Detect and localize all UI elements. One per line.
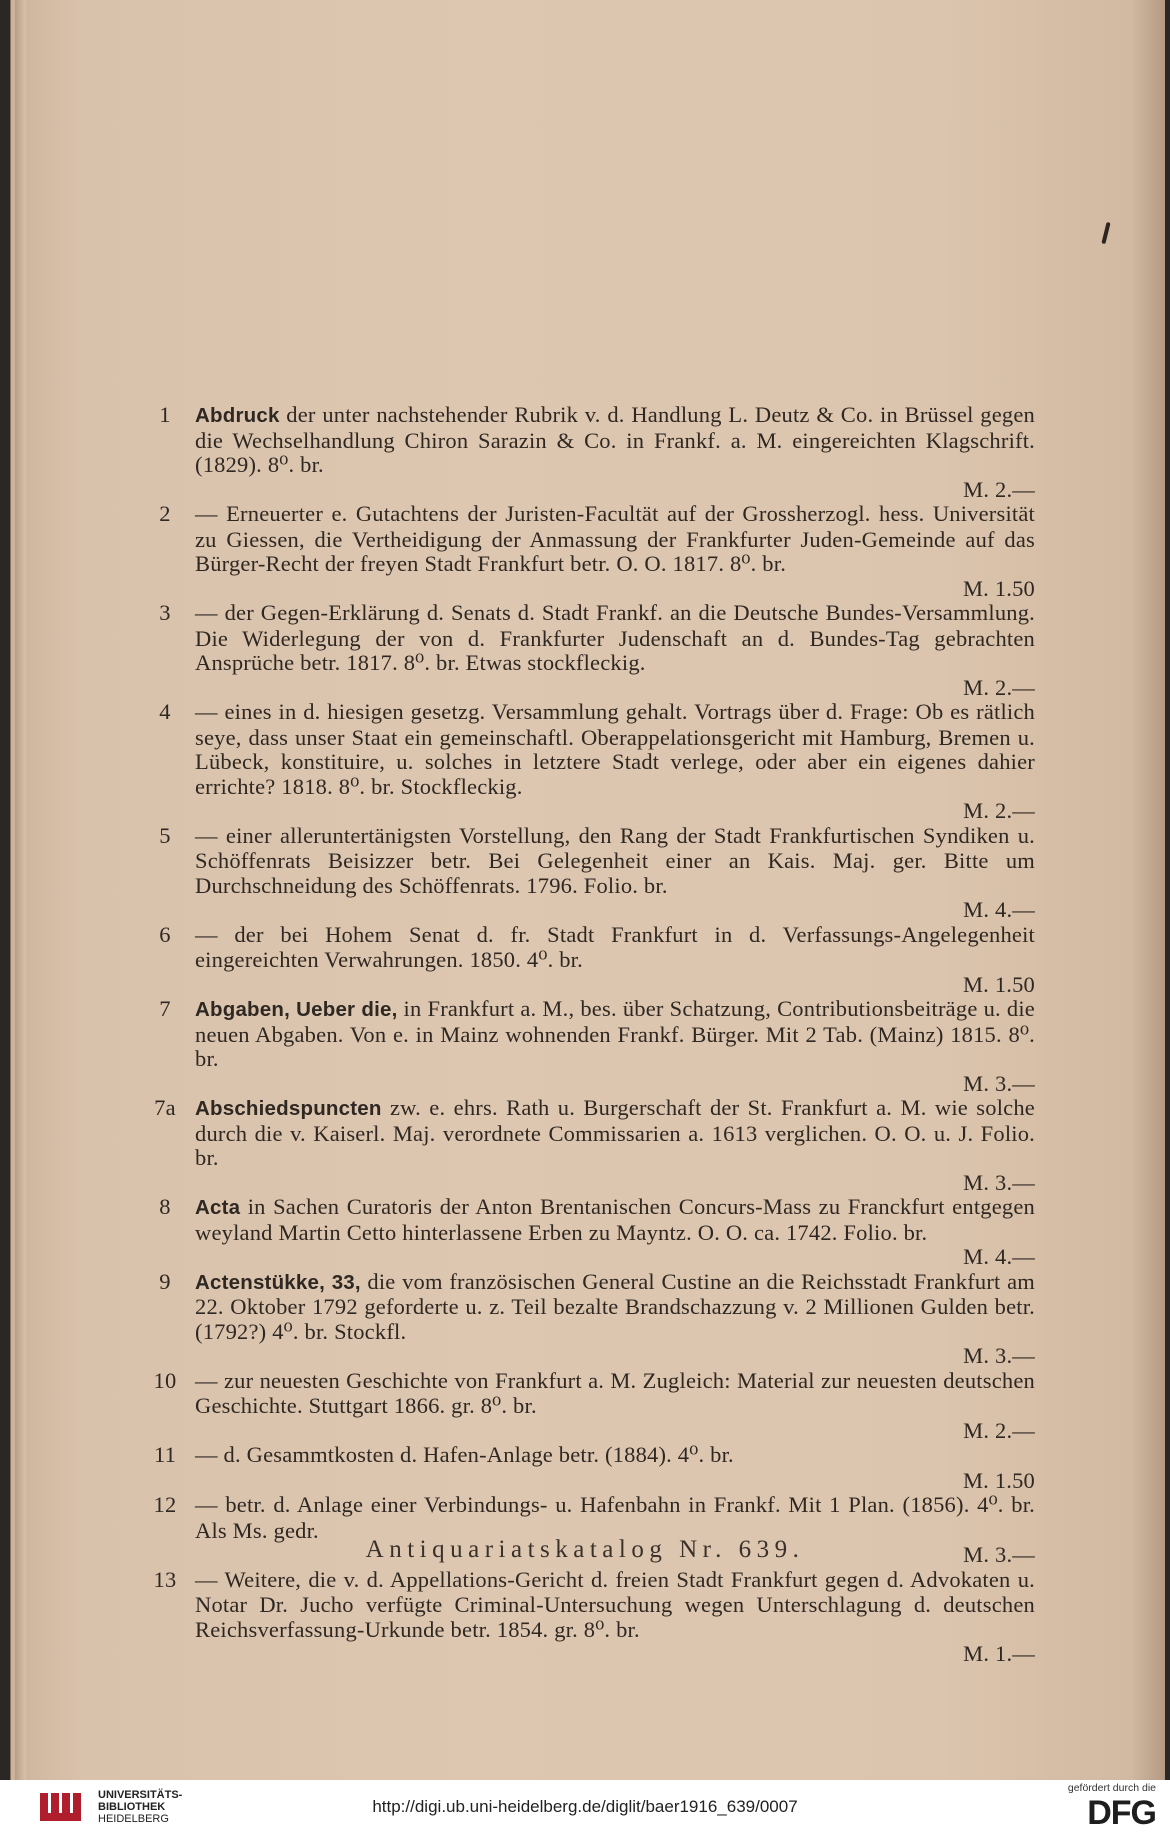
catalog-entries [145,403,1035,1667]
library-name-line: UNIVERSITÄTS- [98,1789,183,1801]
entry-price: M. 3.— [963,1070,1035,1096]
catalog-entry [145,1443,1035,1493]
entry-number: 7a [154,1095,176,1120]
entry-price-line [195,478,1035,503]
entry-price: M. 3.— [963,1169,1035,1195]
entry-number: 8 [159,1194,171,1219]
entry-heading: Acta [195,1196,241,1219]
entry-number: 3 [159,600,171,625]
entry-price-line [195,1072,1035,1097]
entry-text: — zur neuesten Geschichte von Frankfurt a. M. Zugleich: Material zur neuesten deutschen Geschichte. Stuttgart 1866. gr. 8⁰. br. [195,1367,1035,1418]
entry-price-line [195,1171,1035,1196]
catalog-entry [145,997,1035,1096]
entry-number: 2 [159,501,171,526]
entry-number: 4 [159,699,171,724]
entry-price: M. 1.50 [962,1467,1035,1493]
entry-heading: Abdruck [195,404,280,427]
entry-number: 6 [159,921,171,947]
entry-text: — betr. d. Anlage einer Verbindungs- u. Hafenbahn in Frankf. Mit 1 Plan. (1856). 4⁰. br. Als Ms. gedr. [195,1492,1035,1543]
entry-number: 11 [153,1442,177,1467]
entry-text: — der Gegen-Erklärung d. Senats d. Stadt Frankf. an die Deutsche Bundes-Versammlung. Die Widerlegung der von d. Frankfurter Judenschaft an d. Bundes-Tag gebrachten Ansprüche betr. 1817. 8⁰. br. Etwas stockfleckig. [195,600,1035,675]
entry-text: — eines in d. hiesigen gesetzg. Versammlung gehalt. Vortrags über d. Frage: Ob es rätlich seye, dass unser Staat ein gemeinschaftl. Oberappelationsgericht mit Hamburg, Bremen u. Lübeck, konstituire, u. solches in letztere Stadt verlege, oder aber ein eigenes dahier errichte? 1818. 8⁰. br. Stockfleckig. [195,699,1035,799]
catalog-entry [145,1195,1035,1270]
catalog-entry [145,502,1035,601]
library-name-line: HEIDELBERG [98,1813,169,1825]
entry-text: der unter nachstehender Rubrik v. d. Handlung L. Deutz & Co. in Brüssel gegen die Wechselhandlung Chiron Sarazin & Co. in Frankf. a. M. eingereichten Klagschrift. (1829). 8⁰. br. [195,402,1035,477]
entry-price: M. 4.— [963,897,1035,922]
entry-text: — d. Gesammtkosten d. Hafen-Anlage betr. (1884). 4⁰. br. [195,1442,734,1467]
catalog-entry [145,1568,1035,1667]
catalog-entry [145,1096,1035,1195]
entry-price: M. 2.— [963,476,1035,502]
entry-price: M. 1.50 [962,575,1035,601]
catalog-entry [145,1369,1035,1444]
catalog-title: Antiquariatskatalog Nr. 639. [365,1536,805,1563]
entry-number: 12 [153,1492,177,1517]
entry-price-line [195,973,1035,998]
entry-number: 5 [159,822,171,848]
entry-text: — einer alleruntertänigsten Vorstellung, den Rang der Stadt Frankfurtischen Syndiken u. Schöffenrats Beisizzer betr. Bei Gelegenheit einer an Kais. Maj. ger. Bitte um Durchschneidung des Schöffenrats. 1796. Folio. br. [195,822,1035,898]
catalog-entry [145,1270,1035,1369]
entry-price-line [195,577,1035,602]
library-name-line: BIBLIOTHEK [98,1801,166,1813]
dfg-logo[interactable]: DFG [1087,1794,1156,1832]
entry-text: in Frankfurt a. M., bes. über Schatzung, Contributionsbeiträge u. die neuen Abgaben. Von e. in Mainz wohnenden Frankf. Bürger. Mit 2 Tab. (Mainz) 1815. 8⁰. br. [195,996,1035,1071]
entry-price: M. 1.— [963,1641,1035,1666]
funding-label: gefördert durch die [1067,1782,1156,1794]
entry-text: die vom französischen General Custine an die Reichsstadt Frankfurt am 22. Oktober 1792 geforderte u. z. Teil bezalte Brandschazzung v. 2 Millionen Gulden betr. (1792?) 4⁰. br. Stockfl. [195,1268,1035,1344]
entry-heading: Abschiedspuncten [195,1097,382,1120]
catalog-entry [145,700,1035,824]
entry-price-line [195,1245,1035,1270]
entry-price: M. 3.— [963,1343,1035,1368]
entry-number: 9 [159,1268,171,1294]
entry-price: M. 4.— [963,1244,1035,1269]
entry-text: zw. e. ehrs. Rath u. Burgerschaft der St. Frankfurt a. M. wie solche durch die v. Kaiserl. Maj. verordnete Commissarien a. 1613 verglichen. O. O. u. J. Folio. br. [195,1095,1035,1170]
entry-price: M. 2.— [963,1417,1035,1443]
catalog-entry [145,403,1035,502]
entry-text: — der bei Hohem Senat d. fr. Stadt Frankfurt in d. Verfassungs-Angelegenheit eingereichten Verwahrungen. 1850. 4⁰. br. [195,921,1035,972]
entry-number: 7 [159,996,171,1021]
entry-text: in Sachen Curatoris der Anton Brentanischen Concurs-Mass zu Franckfurt entgegen weyland Martin Cetto hinterlassene Erben zu Mayntz. O. O. ca. 1742. Folio. br. [195,1194,1035,1245]
catalog-entry [145,824,1035,923]
entry-price: M. 1.50 [962,971,1035,997]
entry-price-line [195,1469,1035,1494]
catalog-entry [145,601,1035,700]
entry-price-line [195,799,1035,824]
permalink-url[interactable]: http://digi.ub.uni-heidelberg.de/diglit/baer1916_639/0007 [372,1797,798,1816]
entry-price-line [195,898,1035,923]
entry-price-line [195,1344,1035,1369]
entry-text: — Weitere, die v. d. Appellations-Gericht d. freien Stadt Frankfurt gegen d. Advokaten u. Notar Dr. Jucho verfügte Criminal-Untersuchung wegen Unterschlagung d. deutschen Reichsverfassung-Urkunde betr. 1854. gr. 8⁰. br. [195,1566,1035,1642]
entry-price: M. 3.— [963,1542,1035,1567]
entry-text: — Erneuerter e. Gutachtens der Juristen-Facultät auf der Grossherzogl. hess. Universität zu Giessen, die Vertheidigung der Anmassung der Frankfurter Juden-Gemeinde auf das Bürger-Recht der freyen Stadt Frankfurt betr. O. O. 1817. 8⁰. br. [195,501,1035,576]
entry-number: 10 [153,1367,177,1393]
entry-price: M. 2.— [963,798,1035,823]
entry-price: M. 2.— [963,674,1035,700]
entry-heading: Abgaben, Ueber die, [195,998,398,1021]
entry-heading: Actenstükke, 33, [195,1270,361,1294]
entry-price-line [195,1642,1035,1667]
entry-number: 1 [159,402,171,427]
page-fold [15,0,29,1780]
catalog-entry [145,923,1035,998]
entry-price-line [195,676,1035,701]
entry-number: 13 [153,1566,177,1592]
entry-price-line [195,1419,1035,1444]
